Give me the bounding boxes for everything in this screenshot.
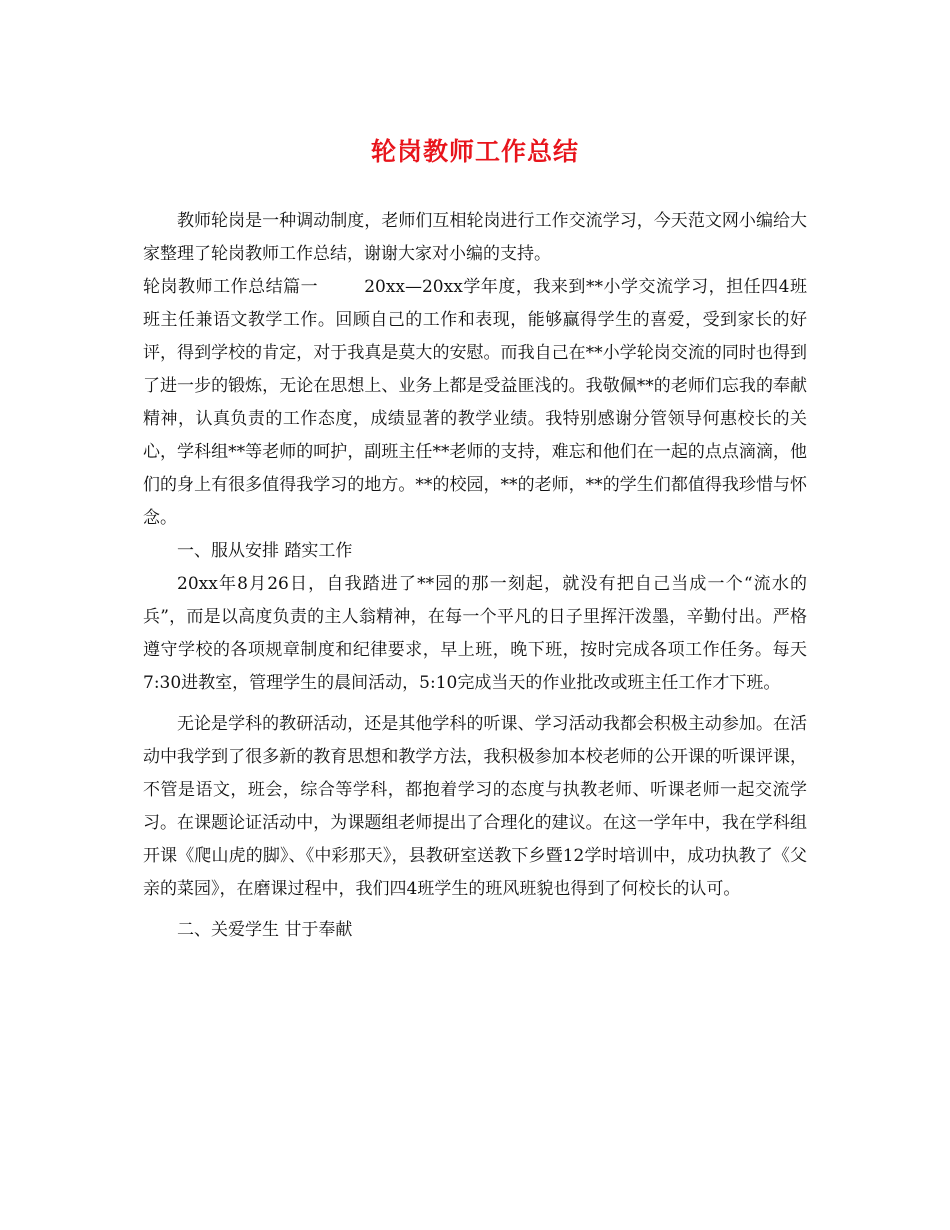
part1-label: 轮岗教师工作总结篇一 <box>143 277 319 297</box>
document-body <box>143 205 807 947</box>
section-heading-1: 一、服从安排 踏实工作 <box>177 541 353 561</box>
document-title: 轮岗教师工作总结 <box>370 137 579 166</box>
section-heading-2: 二、关爱学生 甘于奉献 <box>177 920 353 940</box>
part1-paragraph <box>143 271 807 535</box>
intro-paragraph: 教师轮岗是一种调动制度，老师们互相轮岗进行工作交流学习，今天范文网小编给大家整理了轮岗教师工作总结，谢谢大家对小编的支持。 <box>143 211 807 264</box>
body-paragraph-1: 20xx年8月26日，自我踏进了**园的那一刻起，就没有把自己当成一个“流水的兵”，而是以高度负责的主人翁精神，在每一个平凡的日子里挥汗泼墨，辛勤付出。严格遵守学校的各项规章制度和纪律要求，早上班，晚下班，按时完成各项工作任务。每天7:30进教室，管理学生的晨间活动，5:10完成当天的作业批改或班主任工作才下班。 <box>143 574 807 693</box>
part1-text: 20xx—20xx学年度，我来到**小学交流学习，担任四4班班主任兼语文教学工作。回顾自己的工作和表现，能够赢得学生的喜爱，受到家长的好评，得到学校的肯定，对于我真是莫大的安慰。而我自己在**小学轮岗交流的同时也得到了进一步的锻炼，无论在思想上、业务上都是受益匪浅的。我敬佩**的老师们忘我的奉献精神，认真负责的工作态度，成绩显著的教学业绩。我特别感谢分管领导何惠校长的关心，学科组**等老师的呵护，副班主任**老师的支持，难忘和他们在一起的点点滴滴，他们的身上有很多值得我学习的地方。**的校园，**的老师，**的学生们都值得我珍惜与怀念。 <box>143 277 807 528</box>
body-paragraph-2: 无论是学科的教研活动，还是其他学科的听课、学习活动我都会积极主动参加。在活动中我学到了很多新的教育思想和教学方法，我积极参加本校老师的公开课的听课评课，不管是语文，班会，综合等学科，都抱着学习的态度与执教老师、听课老师一起交流学习。在课题论证活动中，为课题组老师提出了合理化的建议。在这一学年中，我在学科组开课《爬山虎的脚》、《中彩那天》，县教研室送教下乡暨12学时培训中，成功执教了《父亲的菜园》，在磨课过程中，我们四4班学生的班风班貌也得到了何校长的认可。 <box>143 714 807 899</box>
